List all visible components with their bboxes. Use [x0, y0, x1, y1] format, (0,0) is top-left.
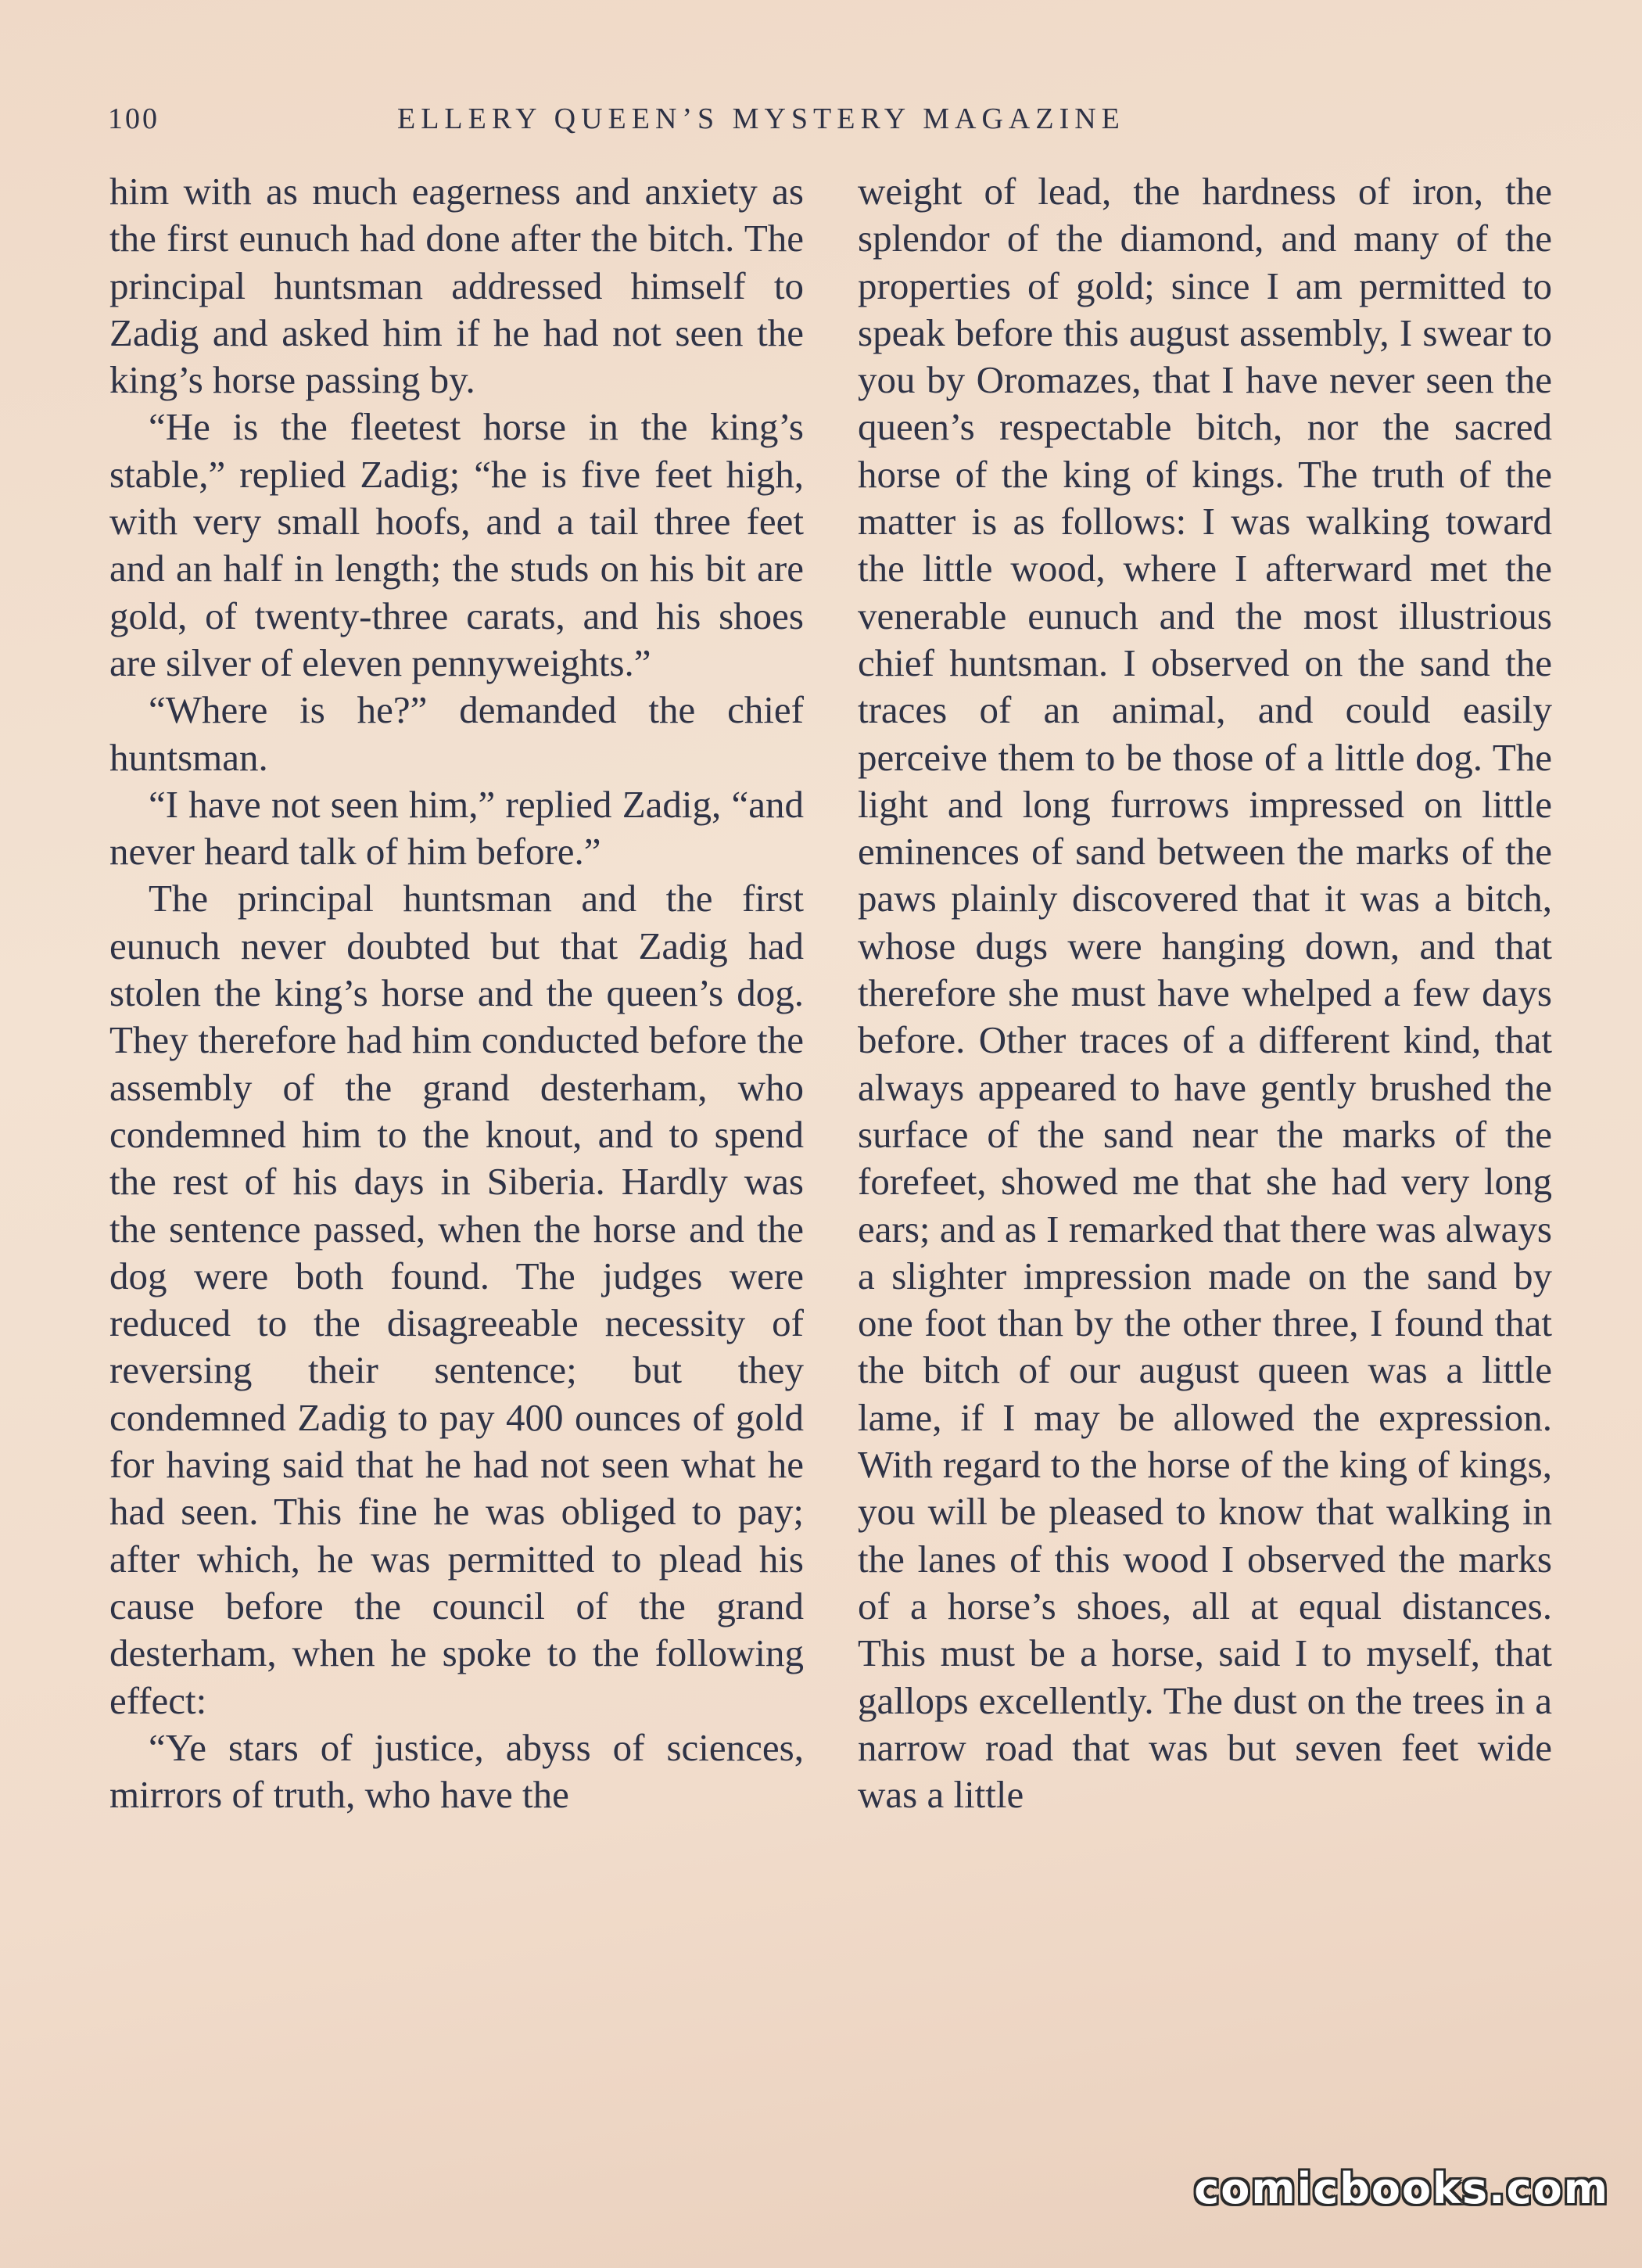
paragraph: The principal huntsman and the first eunuch never doubted but that Zadig had stolen the king’s horse and the queen’s dog. They therefore had him conducted before the assembly of the grand desterham, who condemned him to the knout, and to spend the rest of his days in Siberia. Hardly was the sentence passed, when the horse and the dog were both found. The judges were reduced to the disagreeable necessity of reversing their sentence; but they condemned Zadig to pay 400 ounces of gold for having said that he had not seen what he had seen. This fine he was obliged to pay; after which, he was permitted to plead his cause before the council of the grand desterham, when he spoke to the following effect: — [109, 877, 804, 1722]
paragraph: “Ye stars of justice, abyss of sciences, mirrors of truth, who have the — [109, 1725, 804, 1817]
paragraph: “Where is he?” demanded the chief huntsman. — [109, 688, 804, 779]
site-watermark: comicbooks.com — [1194, 2164, 1609, 2213]
paragraph: “He is the fleetest horse in the king’s stable,” replied Zadig; “he is five feet high, with very small hoofs, and a tail three feet and an half in length; the studs on his bit are gold, of twenty-three carats, and his shoes are silver of eleven pennyweights.” — [109, 405, 804, 684]
paragraph: him with as much eagerness and anxiety as the first eunuch had done after the bitch. The principal huntsman addressed himself to Zadig and asked him if he had not seen the king’s horse passing by. — [109, 170, 804, 402]
magazine-title: ELLERY QUEEN’S MYSTERY MAGAZINE — [397, 102, 1125, 135]
right-column — [858, 168, 1552, 1818]
page-number: 100 — [108, 102, 160, 135]
paragraph: weight of lead, the hardness of iron, the splendor of the diamond, and many of the properties of gold; since I am permitted to speak before this august assembly, I swear to you by Oromazes, that I have never seen the queen’s respectable bitch, nor the sacred horse of the king of kings. The truth of the matter is as follows: I was walking toward the little wood, where I afterward met the venerable eunuch and the most illustrious chief huntsman. I observed on the sand the traces of an animal, and could easily perceive them to be those of a little dog. The light and long furrows impressed on little eminences of sand between the marks of the paws plainly discovered that it was a bitch, whose dugs were hanging down, and that therefore she must have whelped a few days before. Other traces of a different kind, that always appeared to have gently brushed the surface of the sand near the marks of the forefeet, showed me that she had very long ears; and as I remarked that there was always a slighter impression made on the sand by one foot than by the other three, I found that the bitch of our august queen was a little lame, if I may be allowed the expression. With regard to the horse of the king of kings, you will be pleased to know that walking in the lanes of this wood I observed the marks of a horse’s shoes, all at equal distances. This must be a horse, said I to myself, that gallops excellently. The dust on the trees in a narrow road that was but seven feet wide was a little — [858, 170, 1552, 1817]
left-column — [109, 168, 804, 1818]
running-header — [108, 102, 1539, 149]
paragraph: “I have not seen him,” replied Zadig, “and never heard talk of him before.” — [109, 782, 804, 874]
